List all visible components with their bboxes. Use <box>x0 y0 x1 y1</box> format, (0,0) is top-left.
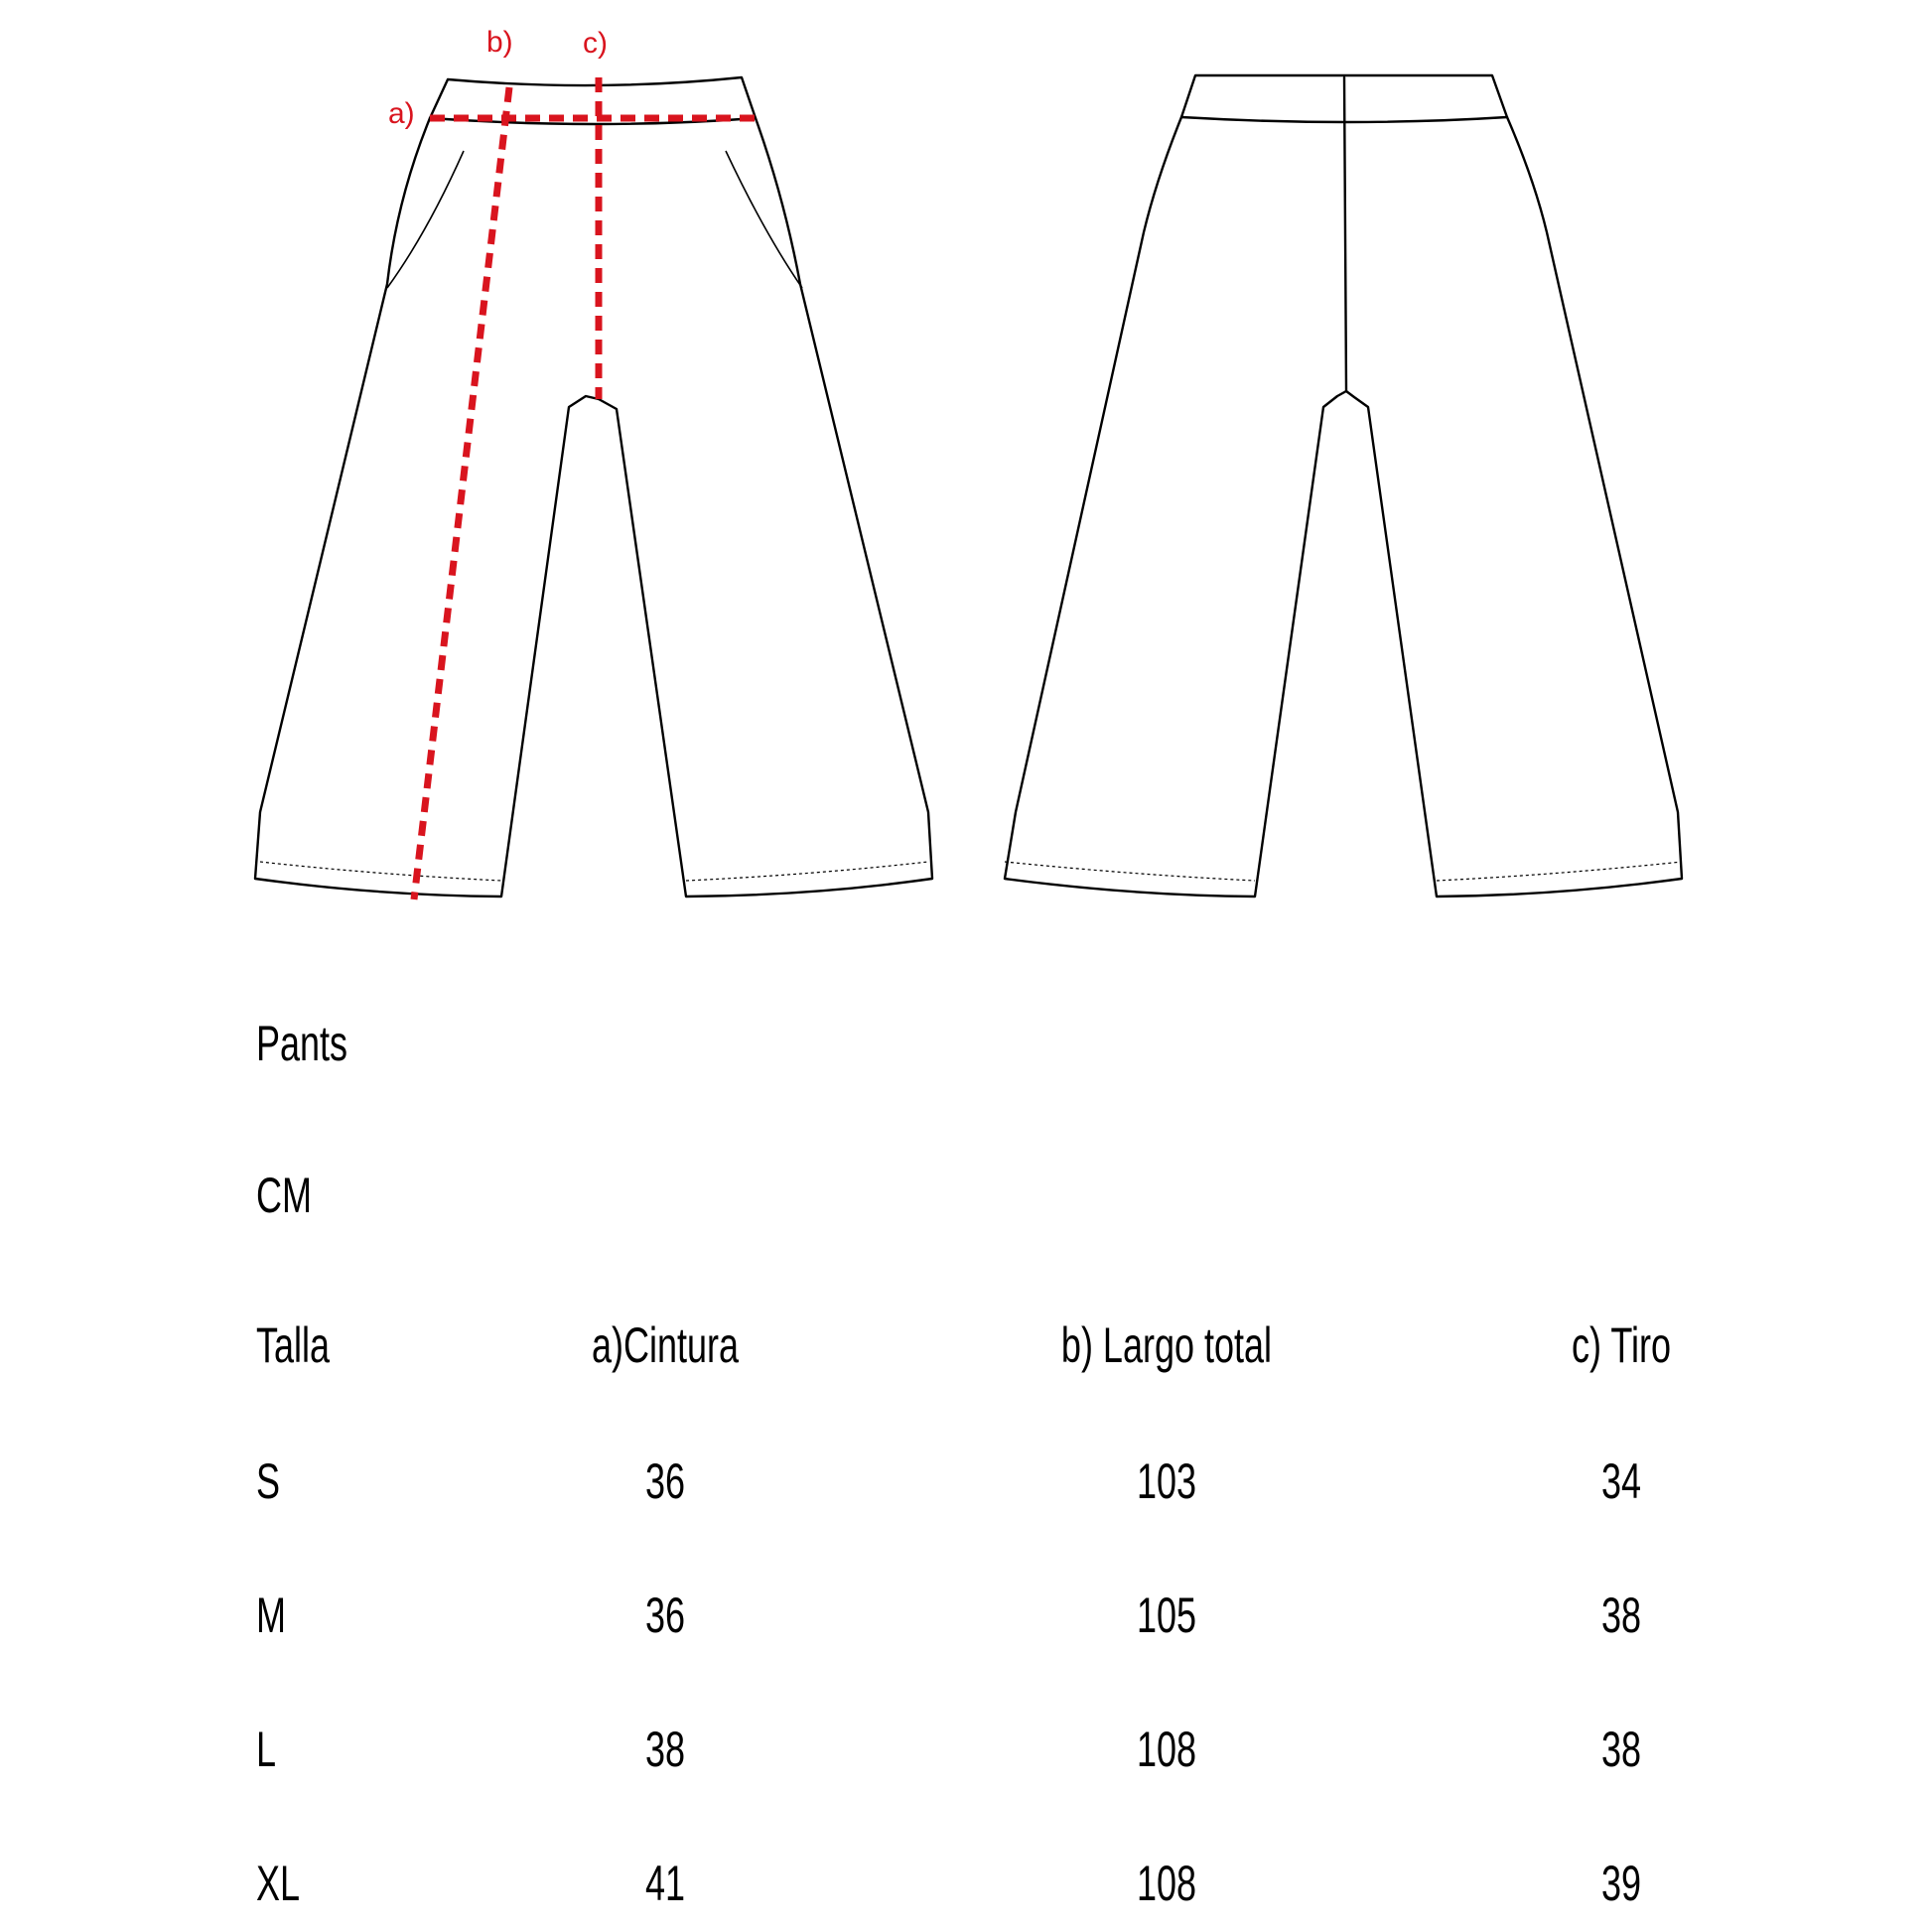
table-row-s <box>0 1453 1932 1526</box>
front-right-pocket <box>726 151 802 288</box>
measure-label-a: a) <box>388 97 415 130</box>
size-cell: M <box>256 1587 286 1643</box>
table-row-xl <box>0 1856 1932 1928</box>
size-cell: L <box>256 1722 277 1777</box>
rise-cell: 38 <box>1600 1587 1642 1643</box>
front-right-hem-stitch <box>686 862 928 881</box>
waist-cell: 36 <box>644 1453 686 1509</box>
total-length-cell: 108 <box>1136 1722 1197 1777</box>
front-right-leg <box>599 118 932 897</box>
back-center-seam <box>1344 77 1346 391</box>
rise-cell: 34 <box>1600 1453 1642 1509</box>
front-view <box>255 77 932 897</box>
total-length-cell: 103 <box>1136 1453 1197 1509</box>
total-length-cell: 105 <box>1136 1587 1197 1643</box>
table-row-m <box>0 1587 1932 1660</box>
table-row-l <box>0 1722 1932 1794</box>
back-left-leg <box>1005 117 1346 897</box>
front-left-hem-stitch <box>260 862 501 881</box>
back-left-hem-stitch <box>1005 862 1255 881</box>
rise-cell: 38 <box>1600 1722 1642 1777</box>
back-right-hem-stitch <box>1437 862 1682 881</box>
header-waist: a)Cintura <box>591 1317 740 1373</box>
measure-line-b-total-length <box>414 87 509 899</box>
measure-label-c: c) <box>583 27 608 60</box>
size-cell: S <box>256 1453 281 1509</box>
header-size: Talla <box>256 1317 331 1373</box>
back-view <box>1005 75 1682 897</box>
header-total-length: b) Largo total <box>1060 1317 1273 1373</box>
size-cell: XL <box>256 1856 301 1911</box>
measure-label-b: b) <box>486 26 513 59</box>
total-length-cell: 108 <box>1136 1856 1197 1911</box>
chart-title: Pants <box>256 1016 348 1071</box>
pants-diagram <box>0 0 1932 953</box>
waist-cell: 41 <box>644 1856 686 1911</box>
unit-label: CM <box>256 1168 312 1223</box>
waist-cell: 36 <box>644 1587 686 1643</box>
waist-cell: 38 <box>644 1722 686 1777</box>
back-right-leg <box>1346 117 1682 897</box>
table-header <box>0 1317 1932 1390</box>
rise-cell: 39 <box>1600 1856 1642 1911</box>
measurement-lines <box>388 26 758 899</box>
header-rise: c) Tiro <box>1571 1317 1672 1373</box>
